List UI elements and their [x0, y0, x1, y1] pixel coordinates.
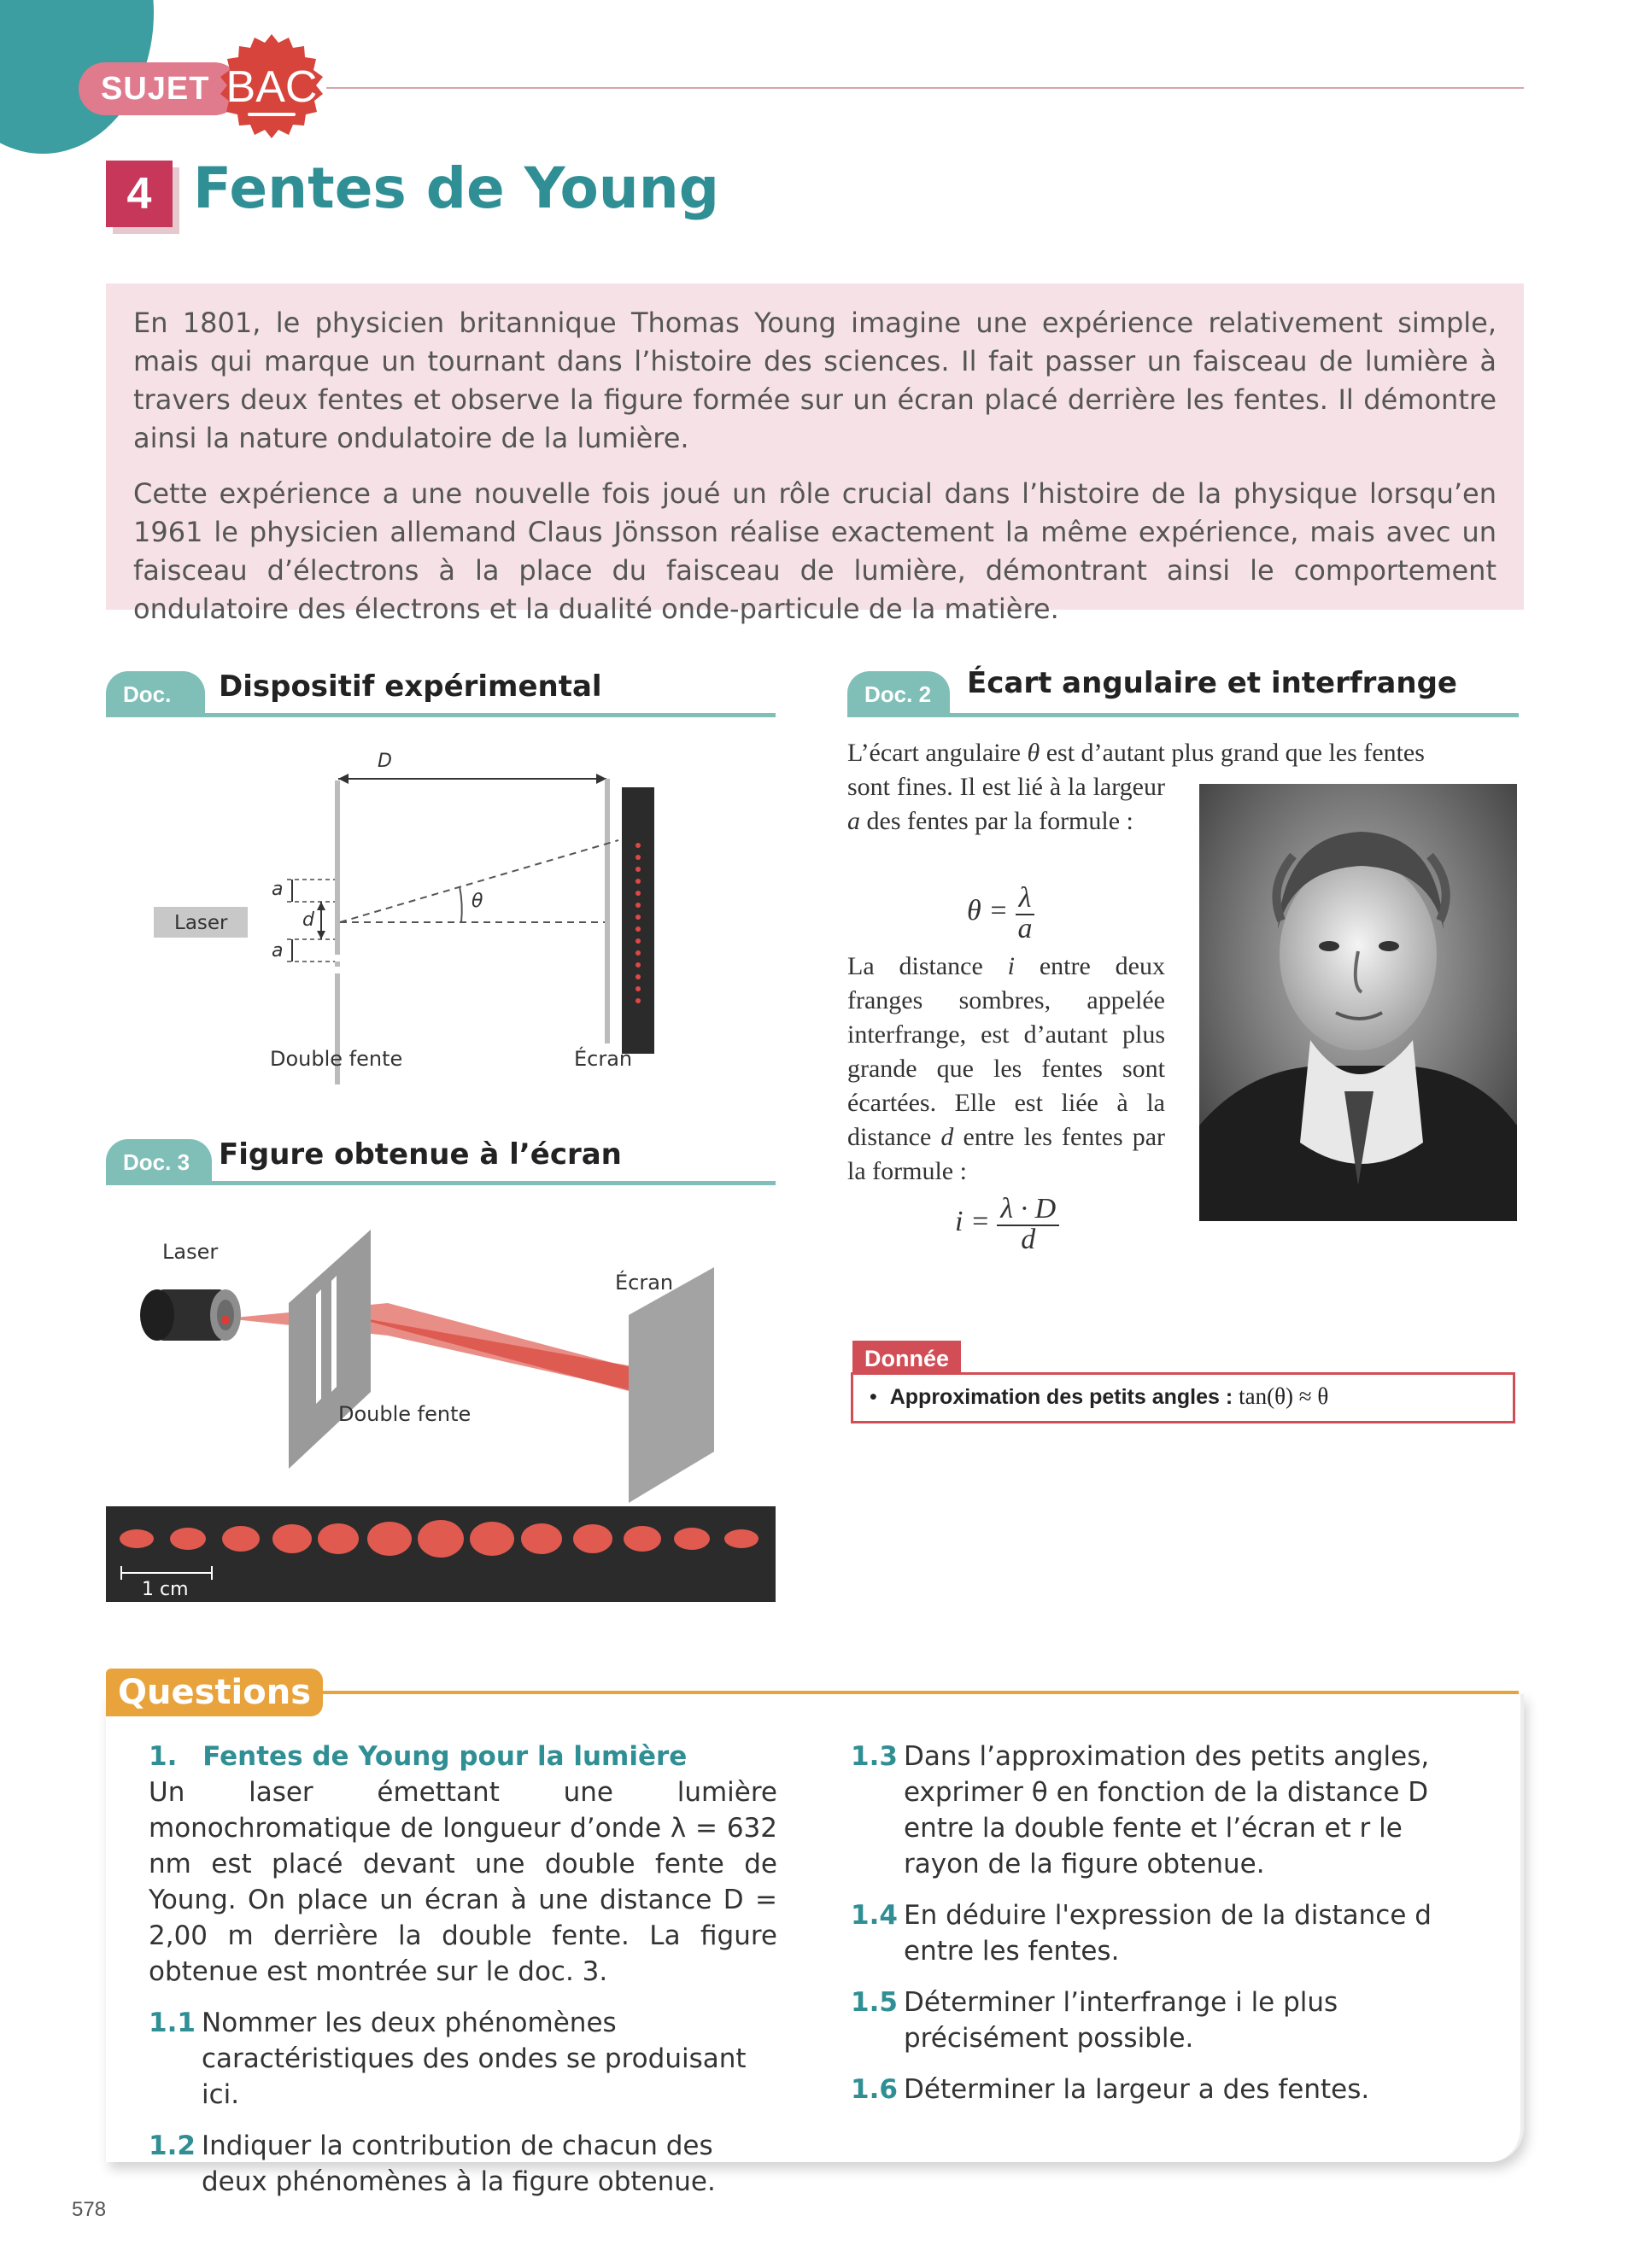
doc3-tab: Doc. 3: [106, 1139, 212, 1182]
scale-label: 1 cm: [142, 1579, 189, 1600]
question-1-3-number: 1.3: [851, 1741, 898, 1772]
doc2-tab: Doc. 2: [847, 671, 950, 714]
questions-left-column: [149, 1739, 777, 2200]
label-ecran: Écran: [574, 1047, 633, 1071]
questions-tab: Questions: [106, 1669, 323, 1716]
page-title: Fentes de Young: [193, 155, 720, 221]
doc2-text1-avar: a: [847, 807, 860, 835]
doc2-text1-c: des fentes par la formule :: [866, 807, 1133, 835]
screen-line: [605, 779, 610, 1043]
doc2-text1-theta: θ: [1027, 739, 1040, 767]
question-1-6-number: 1.6: [851, 2074, 898, 2105]
label-a-bottom: a: [272, 940, 284, 962]
light-beam: [226, 1303, 632, 1390]
question-1-1-number: 1.1: [149, 2008, 196, 2038]
label-double-fente: Double fente: [270, 1047, 403, 1071]
doc2-rule: [847, 713, 1519, 717]
donnee-tab: Donnée: [852, 1341, 961, 1375]
doc3-label-ecran: Écran: [615, 1271, 674, 1295]
laser-icon: [140, 1289, 241, 1341]
doc2-text1-b-start: est d’autant plus grand que les fentes: [1046, 739, 1425, 767]
formula-interfrange: [955, 1194, 1059, 1254]
doc2-text2-d: d: [940, 1123, 954, 1151]
intro-paragraph-1: En 1801, le physicien britannique Thomas Young imagine une expérience relativement simple, mais qui marque un tournant dans l’histoire des sciences. Il fait passer un faisceau de lumière à travers deux fentes et observe la figure formée sur un écran placé derrière les fentes. Il démontre ainsi la nature ondulatoire de la lumière.: [133, 307, 1496, 454]
doc1-diagram: [106, 743, 776, 1084]
question-1-3: [851, 1739, 1483, 1882]
page-number: 578: [72, 2198, 107, 2221]
doc2-text2: [847, 950, 1165, 1189]
doc2-text2-b: entre deux franges sombres, appelée interfrange, est d’autant plus grande que les fentes sont écartées. Elle est liée à la distance: [847, 952, 1165, 1151]
intro-box: [106, 284, 1524, 625]
question-1-title: Fentes de Young pour la lumière: [202, 1741, 688, 1772]
doc1-header: [106, 669, 776, 753]
questions-rule: [256, 1691, 1519, 1694]
doc3-label-laser: Laser: [162, 1240, 219, 1264]
doc1-tab: Doc. 1: [106, 671, 205, 714]
double-slit-plate-3d: [289, 1230, 371, 1469]
doc3-title: Figure obtenue à l’écran: [219, 1137, 622, 1172]
question-1-2-text: Indiquer la contribution de chacun des deux phénomènes à la figure obtenue.: [202, 2131, 716, 2197]
formula1-num: λ: [1016, 883, 1035, 915]
doc2-text1-a: L’écart angulaire: [847, 739, 1021, 767]
question-1-1-text: Nommer les deux phénomènes caractéristiques des ondes se produisant ici.: [202, 2008, 747, 2110]
question-1-1: [149, 2005, 777, 2113]
doc2-text2-a: La distance: [847, 952, 983, 980]
formula1-fraction: [1016, 883, 1035, 943]
doc2-title: Écart angulaire et interfrange: [967, 666, 1457, 700]
sujet-badge: SUJET: [79, 62, 241, 115]
intro-paragraph-2: Cette expérience a une nouvelle fois joué un rôle crucial dans l’histoire de la physique lorsqu’en 1961 le physicien allemand Claus Jönsson réalise exactement la même expérience, mais avec un faisceau d’électrons à la place du faisceau de lumière, démontrant ainsi le comportement ondulatoire des électrons et la dualité onde-particule de la matière.: [133, 477, 1496, 625]
formula-theta: [967, 883, 1034, 943]
donnee-line: [870, 1383, 1328, 1410]
header-rule: [326, 87, 1524, 89]
doc3-label-double-fente: Double fente: [338, 1402, 472, 1426]
doc2-text1-b: sont fines. Il est lié à la largeur: [847, 773, 1165, 801]
formula2-lhs: i =: [955, 1205, 990, 1237]
question-1-number: 1.: [149, 1741, 178, 1772]
label-D: D: [378, 751, 392, 772]
label-laser: Laser: [174, 912, 228, 934]
question-1-4-number: 1.4: [851, 1900, 898, 1931]
donnee-bullet: •: [870, 1385, 877, 1409]
question-1: [149, 1739, 777, 1990]
question-1-4-text: En déduire l'expression de la distance d entre les fentes.: [904, 1900, 1432, 1967]
doc2-text-block: [847, 770, 1165, 839]
bac-label: BAC: [226, 62, 318, 112]
donnee-formula: tan(θ) ≈ θ: [1239, 1383, 1329, 1409]
formula1-den: a: [1017, 913, 1033, 944]
doc3-rule: [106, 1181, 776, 1185]
label-d: d: [302, 909, 314, 931]
doc1-rule: [106, 713, 776, 717]
doc2-text-top: [847, 736, 1519, 770]
label-theta: θ: [472, 891, 483, 912]
donnee-bold: Approximation des petits angles :: [889, 1385, 1233, 1409]
doc3-diagram: [106, 1221, 776, 1511]
thomas-young-portrait: [1199, 784, 1517, 1221]
doc2-header: [847, 666, 1519, 714]
question-1-5-text: Déterminer l’interfrange i le plus précisément possible.: [904, 1987, 1338, 2054]
doc3-header: [106, 1139, 776, 1182]
doc2-text2-c: entre les fentes par la formule :: [847, 1123, 1166, 1185]
questions-right-column: [851, 1723, 1483, 2107]
formula1-lhs: θ =: [967, 894, 1009, 926]
label-a-top: a: [272, 879, 284, 900]
doc1-title: Dispositif expérimental: [219, 669, 602, 704]
question-1-3-text: Dans l’approximation des petits angles, exprimer θ en fonction de la distance D entre la double fente et l’écran et r le rayon de la figure obtenue.: [904, 1741, 1430, 1879]
formula2-fraction: [997, 1194, 1059, 1254]
question-1-4: [851, 1897, 1483, 1969]
screen-3d: [629, 1267, 714, 1503]
formula2-den: d: [1021, 1224, 1036, 1255]
doc2-text2-i: i: [1007, 952, 1015, 980]
formula2-num: λ · D: [997, 1194, 1059, 1226]
question-1-2: [149, 2128, 777, 2200]
question-1-6-text: Déterminer la largeur a des fentes.: [904, 2074, 1370, 2105]
question-1-2-number: 1.2: [149, 2131, 196, 2161]
question-1-5: [851, 1984, 1483, 2056]
question-1-5-number: 1.5: [851, 1987, 898, 2018]
interference-pattern: [106, 1506, 776, 1602]
screen-panel: [622, 787, 654, 1054]
exercise-number: 4: [106, 161, 173, 227]
question-1-text: Un laser émettant une lumière monochromatique de longueur d’onde λ = 632 nm est placé devant une double fente de Young. On place un écran à une distance D = 2,00 m derrière la double fente. La figure obtenue est montrée sur le doc. 3.: [149, 1777, 777, 1987]
question-1-6: [851, 2072, 1483, 2107]
